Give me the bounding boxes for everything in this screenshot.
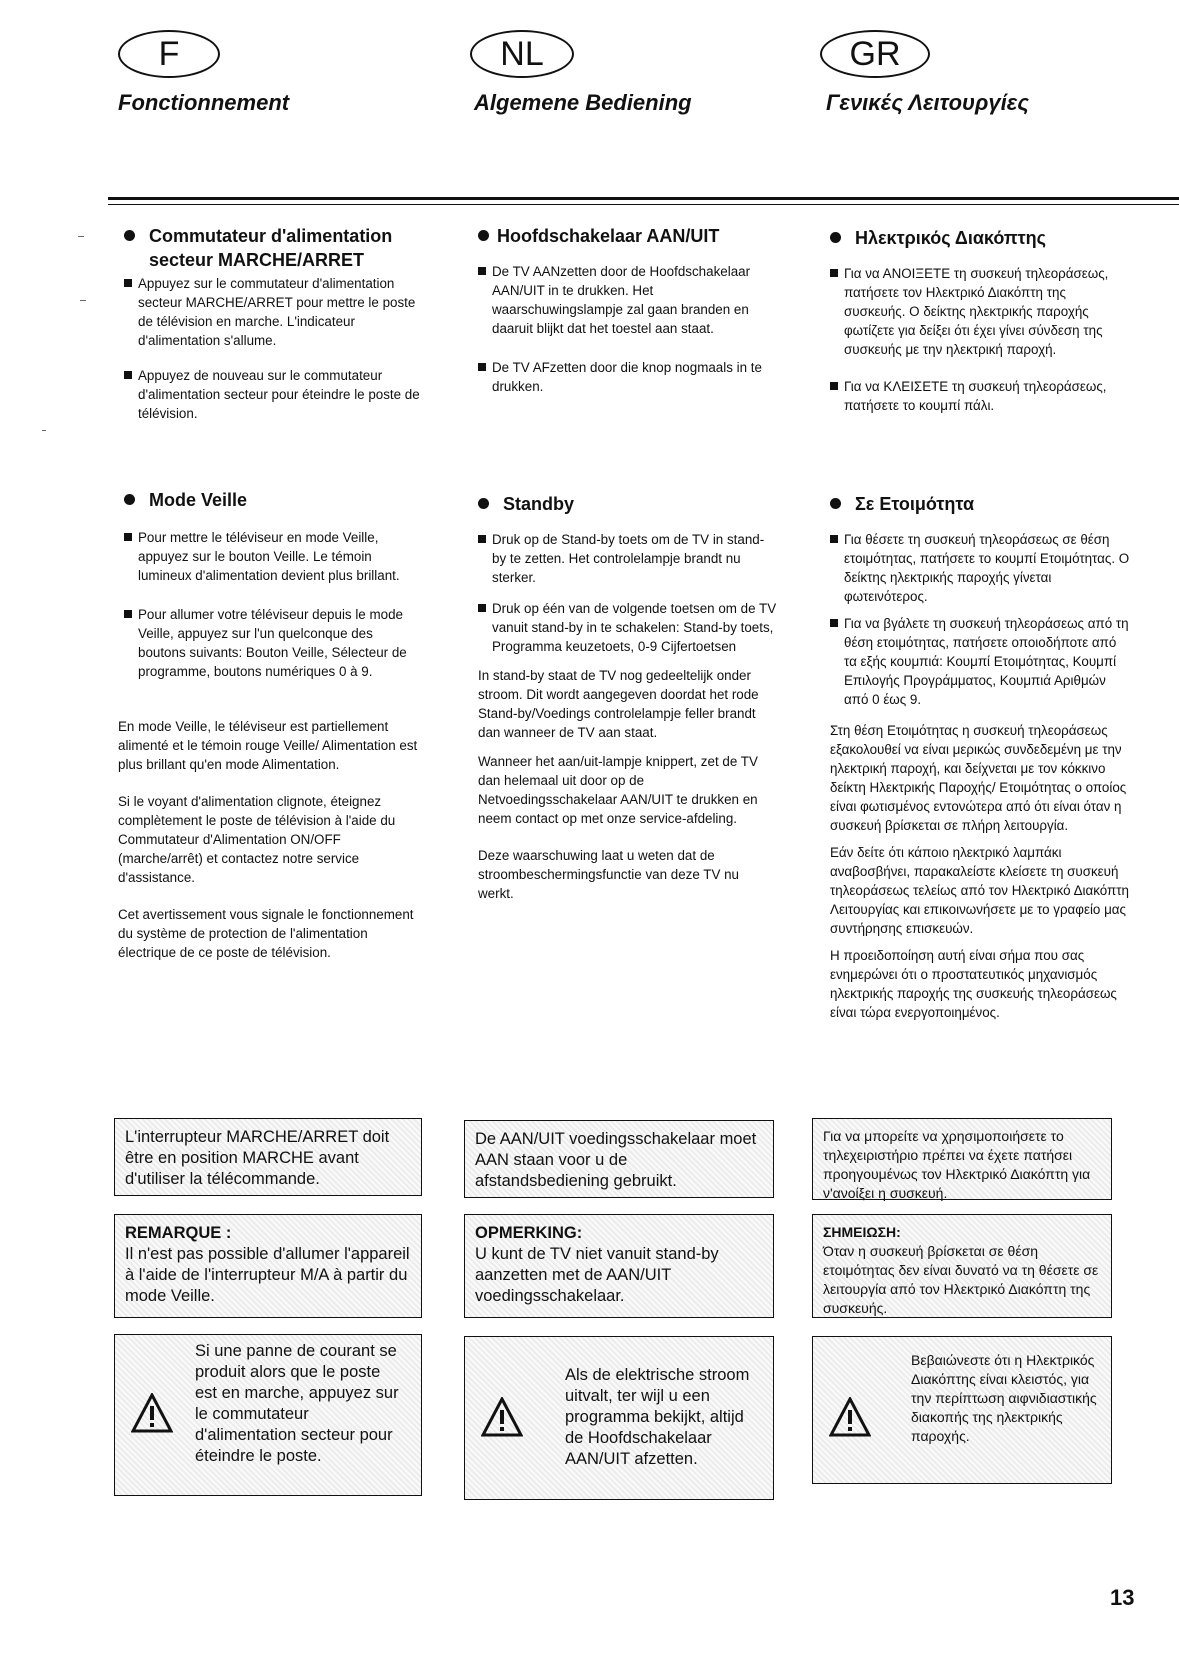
note-box-power-switch: Για να μπορείτε να χρησιμοποιήσετε το τηλεχειριστήριο πρέπει να έχετε πατήσει προηγουμένως τον Ηλεκτρικό Διακόπτη για ν'ανοίξει η συσκευή. bbox=[812, 1118, 1112, 1200]
list-item: Druk op de Stand-by toets om de TV in stand-by te zetten. Het controlelampje brandt nu sterker. bbox=[478, 530, 778, 587]
lang-badge-gr bbox=[820, 30, 930, 78]
lang-badge-fr bbox=[118, 30, 220, 78]
remark-box bbox=[812, 1214, 1112, 1318]
header-rule bbox=[108, 197, 1179, 200]
lang-title-fr: Fonctionnement bbox=[118, 90, 290, 115]
warning-box bbox=[464, 1336, 774, 1500]
square-bullet-icon bbox=[478, 363, 486, 371]
list-item: De TV AANzetten door de Hoofdschakelaar AAN/UIT in te drukken. Het waarschuwingslampje zal gaan branden en daaruit blijkt dat het toestel aan staat. bbox=[478, 262, 778, 338]
note-box-power-switch: L'interrupteur MARCHE/ARRET doit être en position MARCHE avant d'utiliser la télécommande. bbox=[114, 1118, 422, 1196]
column-fr bbox=[124, 224, 424, 423]
list-item: Για να ΚΛΕΙΣΕΤΕ τη συσκευή τηλεοράσεως, πατήσετε το κουμπί πάλι. bbox=[830, 377, 1130, 415]
square-bullet-icon bbox=[124, 610, 132, 618]
remark-title: ΣΗΜΕΙΩΣΗ: bbox=[823, 1224, 901, 1240]
section-title: Hoofdschakelaar AAN/UIT bbox=[478, 224, 778, 248]
lang-badge-nl bbox=[470, 30, 574, 78]
warning-triangle-icon bbox=[131, 1393, 173, 1433]
remark-title: OPMERKING: bbox=[475, 1224, 583, 1242]
warning-triangle-icon bbox=[829, 1397, 871, 1437]
paragraph: Cet avertissement vous signale le fonctionnement du système de protection de l'alimentation électrique de ce poste de télévision. bbox=[118, 907, 414, 960]
square-bullet-icon bbox=[478, 535, 486, 543]
section-title: Commutateur d'alimentation secteur MARCHE/ARRET bbox=[124, 224, 424, 272]
lang-code: NL bbox=[500, 34, 544, 73]
margin-mark bbox=[42, 430, 46, 431]
list-item: Για να βγάλετε τη συσκευή τηλεοράσεως από τη θέση ετοιμότητας, πατήσετε οποιοδήποτε από τα εξής κουμπιά: Κουμπί Ετοιμότητας, Κουμπί Επιλογής Προγράμματος, Κουμπιά Αριθμών από 0 έως 9. bbox=[830, 614, 1130, 709]
section-title: Ηλεκτρικός Διακόπτης bbox=[830, 226, 1130, 250]
paragraph: Εάν δείτε ότι κάποιο ηλεκτρικό λαμπάκι αναβοσβήνει, παρακαλείστε κλείσετε τη συσκευή τηλεοράσεως τελείως από τον Ηλεκτρικό Διακόπτη Λειτουργίας και επικοινωνήσετε με το γραφείο μας συντήρησης επισκευών. bbox=[830, 845, 1130, 936]
column-gr bbox=[830, 226, 1130, 415]
warning-text: Als de elektrische stroom uitvalt, ter wijl u een programma bekijkt, altijd de Hoofdschakelaar AAN/UIT afzetten. bbox=[565, 1366, 750, 1468]
remark-box bbox=[464, 1214, 774, 1318]
margin-mark bbox=[78, 236, 84, 237]
list-item: Για να ΑΝΟΙΞΕΤΕ τη συσκευή τηλεοράσεως, πατήσετε τον Ηλεκτρικό Διακόπτη της συσκευής. Ο δείκτης ηλεκτρικής παροχής φωτίζετε για δείξει ότι έχει γίνει σύνδεση της συσκευής με την ηλεκτρική παροχή. bbox=[830, 264, 1130, 359]
square-bullet-icon bbox=[830, 269, 838, 277]
paragraph: Si le voyant d'alimentation clignote, éteignez complètement le poste de télévision à l'aide du Commutateur d'Alimentation ON/OFF (marche/arrêt) et contactez notre service d'assistance. bbox=[118, 794, 396, 885]
column-nl-2 bbox=[478, 492, 778, 903]
paragraph: En mode Veille, le téléviseur est partiellement alimenté et le témoin rouge Veille/ Alimentation est plus brillant qu'en mode Alimentation. bbox=[118, 719, 418, 772]
bullet-dot-icon bbox=[124, 230, 135, 241]
note-box-power-switch: De AAN/UIT voedingsschakelaar moet AAN staan voor u de afstandsbediening gebruikt. bbox=[464, 1120, 774, 1198]
bullet-dot-icon bbox=[830, 232, 841, 243]
lang-code: F bbox=[158, 34, 180, 73]
bullet-dot-icon bbox=[830, 498, 841, 509]
paragraph: Deze waarschuwing laat u weten dat de stroombeschermingsfunctie van deze TV nu werkt. bbox=[478, 848, 740, 901]
square-bullet-icon bbox=[478, 267, 486, 275]
square-bullet-icon bbox=[830, 382, 838, 390]
warning-box bbox=[114, 1334, 422, 1496]
square-bullet-icon bbox=[830, 619, 838, 627]
header-rule-thin bbox=[108, 204, 1179, 205]
square-bullet-icon bbox=[124, 533, 132, 541]
square-bullet-icon bbox=[124, 279, 132, 287]
list-item: Pour allumer votre téléviseur depuis le mode Veille, appuyez sur l'un quelconque des boutons suivants: Bouton Veille, Sélecteur de programme, boutons numériques 0 à 9. bbox=[124, 605, 424, 681]
list-item: Για θέσετε τη συσκευή τηλεοράσεως σε θέση ετοιμότητας, πατήσετε το κουμπί Ετοιμότητας. Ο δείκτης ηλεκτρικής παροχής γίνεται φωτεινότερος. bbox=[830, 530, 1130, 606]
column-gr-2 bbox=[830, 492, 1130, 1022]
paragraph: Στη θέση Ετοιμότητας η συσκευή τηλεοράσεως εξακολουθεί να είναι μερικώς συνδεδεμένη με την ηλεκτρική παροχή, και δείχνεται με τον κόκκινο δείκτη Ηλεκτρικής Παροχής/ Ετοιμότητας ο οποίος είναι φωτισμένος εντονώτερα από ότι είναι όταν η συσκευή βρίσκεται σε πλήρη λειτουργία. bbox=[830, 723, 1127, 833]
warning-text: Βεβαιώνεστε ότι η Ηλεκτρικός Διακόπτης είναι κλειστός, για την περίπτωση αιφνιδιαστικής διακοπής της ηλεκτρικής παροχής. bbox=[911, 1352, 1097, 1444]
lang-title-nl: Algemene Bediening bbox=[474, 90, 692, 115]
paragraph: Wanneer het aan/uit-lampje knippert, zet de TV dan helemaal uit door op de Netvoedingsschakelaar AAN/UIT te drukken en neem contact op met onze service-afdeling. bbox=[478, 754, 758, 826]
lang-title-gr: Γενικές Λειτουργίες bbox=[826, 90, 1029, 115]
list-item: Druk op één van de volgende toetsen om de TV vanuit stand-by in te schakelen: Stand-by toets, Programma keuzetoets, 0-9 Cijfertoetsen bbox=[478, 599, 778, 656]
column-fr-2 bbox=[118, 488, 424, 962]
column-nl bbox=[478, 224, 778, 396]
section-title: Σε Ετοιμότητα bbox=[830, 492, 1130, 516]
warning-triangle-icon bbox=[481, 1397, 523, 1437]
bullet-dot-icon bbox=[124, 494, 135, 505]
section-title: Mode Veille bbox=[124, 488, 424, 512]
section-title: Standby bbox=[478, 492, 778, 516]
list-item: Appuyez sur le commutateur d'alimentation secteur MARCHE/ARRET pour mettre le poste de télévision en marche. L'indicateur d'alimentation s'allume. bbox=[124, 274, 424, 350]
square-bullet-icon bbox=[830, 535, 838, 543]
paragraph: In stand-by staat de TV nog gedeeltelijk onder stroom. Dit wordt aangegeven doordat het rode Stand-by/Voedings controlelampje feller brandt dan wanneer de TV aan staat. bbox=[478, 668, 759, 740]
square-bullet-icon bbox=[124, 371, 132, 379]
lang-code: GR bbox=[849, 34, 901, 73]
remark-text: Όταν η συσκευή βρίσκεται σε θέση ετοιμότητας δεν είναι δυνατό να τη θέσετε σε λειτουργία από τον Ηλεκτρικό Διακόπτη της συσκευής. bbox=[823, 1243, 1099, 1316]
remark-text: Il n'est pas possible d'allumer l'appareil à l'aide de l'interrupteur M/A à partir du mode Veille. bbox=[125, 1245, 410, 1305]
remark-title: REMARQUE : bbox=[125, 1224, 232, 1242]
remark-text: U kunt de TV niet vanuit stand-by aanzetten met de AAN/UIT voedingsschakelaar. bbox=[475, 1245, 719, 1305]
warning-box bbox=[812, 1336, 1112, 1484]
list-item: Appuyez de nouveau sur le commutateur d'alimentation secteur pour éteindre le poste de télévision. bbox=[124, 366, 424, 423]
bullet-dot-icon bbox=[478, 230, 489, 241]
page-number: 13 bbox=[1110, 1585, 1135, 1610]
bullet-dot-icon bbox=[478, 498, 489, 509]
list-item: Pour mettre le téléviseur en mode Veille, appuyez sur le bouton Veille. Le témoin lumineux d'alimentation devient plus brillant. bbox=[124, 528, 424, 585]
list-item: De TV AFzetten door die knop nogmaals in te drukken. bbox=[478, 358, 778, 396]
square-bullet-icon bbox=[478, 604, 486, 612]
paragraph: Η προειδοποίηση αυτή είναι σήμα που σας ενημερώνει ότι ο προστατευτικός μηχανισμός ηλεκτρικής παροχής της συσκευής τηλεοράσεως είναι τώρα ενεργοποιημένος. bbox=[830, 948, 1117, 1020]
warning-text: Si une panne de courant se produit alors que le poste est en marche, appuyez sur le commutateur d'alimentation secteur pour éteindre le poste. bbox=[195, 1342, 399, 1465]
margin-mark bbox=[80, 300, 86, 301]
remark-box bbox=[114, 1214, 422, 1318]
